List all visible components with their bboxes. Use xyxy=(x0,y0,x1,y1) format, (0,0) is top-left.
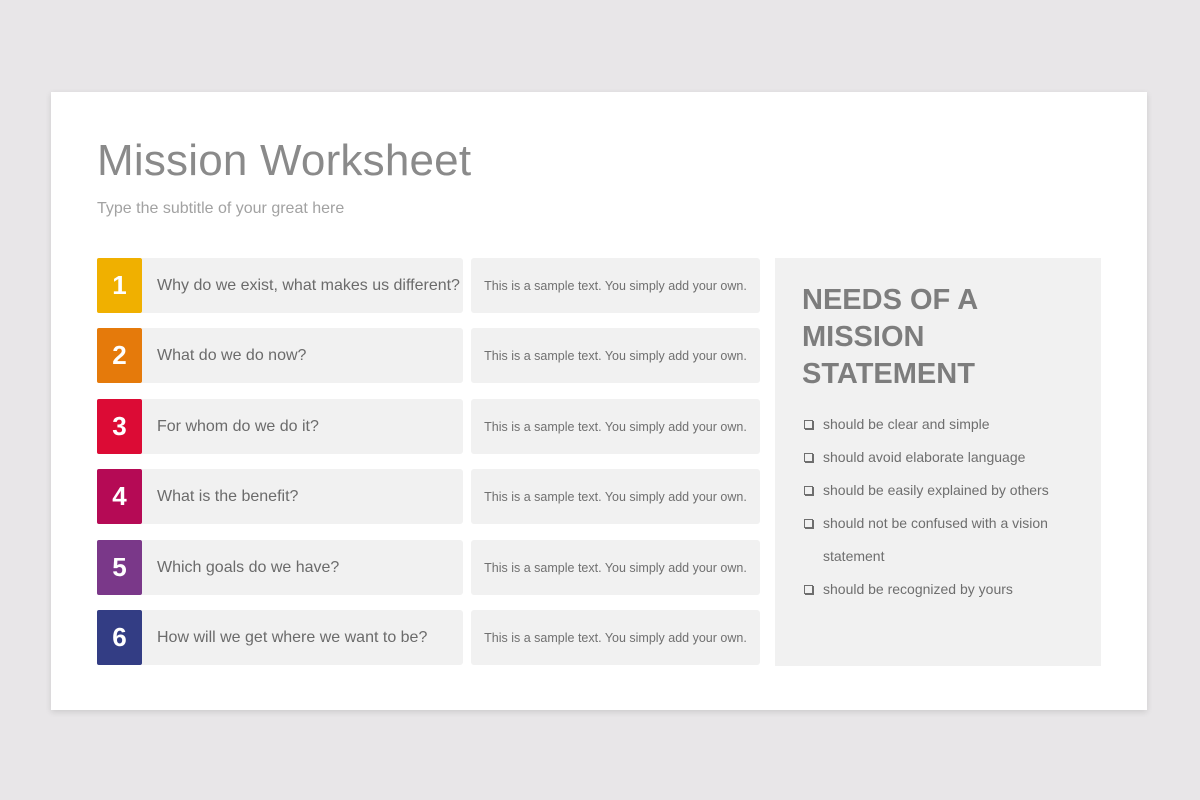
row-answer: This is a sample text. You simply add your own. xyxy=(471,258,760,313)
list-item-label: should be easily explained by others xyxy=(823,482,1049,498)
row-question: Why do we exist, what makes us different? xyxy=(142,258,463,313)
row-question: How will we get where we want to be? xyxy=(142,610,463,665)
row-question: Which goals do we have? xyxy=(142,540,463,595)
needs-panel xyxy=(775,258,1101,666)
row-number-badge: 6 xyxy=(97,610,142,665)
row-number-badge: 5 xyxy=(97,540,142,595)
page-subtitle: Type the subtitle of your great here xyxy=(97,200,345,217)
worksheet-row-2 xyxy=(97,328,761,383)
worksheet-row-1 xyxy=(97,258,761,313)
checkbox-icon xyxy=(804,453,813,462)
row-answer: This is a sample text. You simply add your own. xyxy=(471,469,760,524)
slide xyxy=(51,92,1147,710)
checkbox-icon xyxy=(804,486,813,495)
list-item xyxy=(803,474,1093,507)
worksheet-row-6 xyxy=(97,610,761,665)
needs-list xyxy=(803,408,1093,606)
worksheet-row-3 xyxy=(97,399,761,454)
needs-title: NEEDS OF A MISSION STATEMENT xyxy=(802,284,978,390)
row-number-badge: 3 xyxy=(97,399,142,454)
worksheet-row-4 xyxy=(97,469,761,524)
row-question: What do we do now? xyxy=(142,328,463,383)
row-number-badge: 1 xyxy=(97,258,142,313)
checkbox-icon xyxy=(804,420,813,429)
list-item xyxy=(803,441,1093,474)
row-number-badge: 2 xyxy=(97,328,142,383)
row-answer: This is a sample text. You simply add your own. xyxy=(471,610,760,665)
row-question: What is the benefit? xyxy=(142,469,463,524)
row-answer: This is a sample text. You simply add your own. xyxy=(471,540,760,595)
row-question: For whom do we do it? xyxy=(142,399,463,454)
list-item xyxy=(803,507,1093,573)
list-item xyxy=(803,573,1093,606)
checkbox-icon xyxy=(804,519,813,528)
page-title: Mission Worksheet xyxy=(97,136,472,185)
list-item-label: should avoid elaborate language xyxy=(823,449,1026,465)
list-item-label: should be clear and simple xyxy=(823,416,990,432)
list-item-label: should not be confused with a vision statement xyxy=(823,515,1048,564)
list-item xyxy=(803,408,1093,441)
row-answer: This is a sample text. You simply add your own. xyxy=(471,328,760,383)
row-number-badge: 4 xyxy=(97,469,142,524)
worksheet-row-5 xyxy=(97,540,761,595)
list-item-label: should be recognized by yours xyxy=(823,581,1013,597)
checkbox-icon xyxy=(804,585,813,594)
row-answer: This is a sample text. You simply add your own. xyxy=(471,399,760,454)
